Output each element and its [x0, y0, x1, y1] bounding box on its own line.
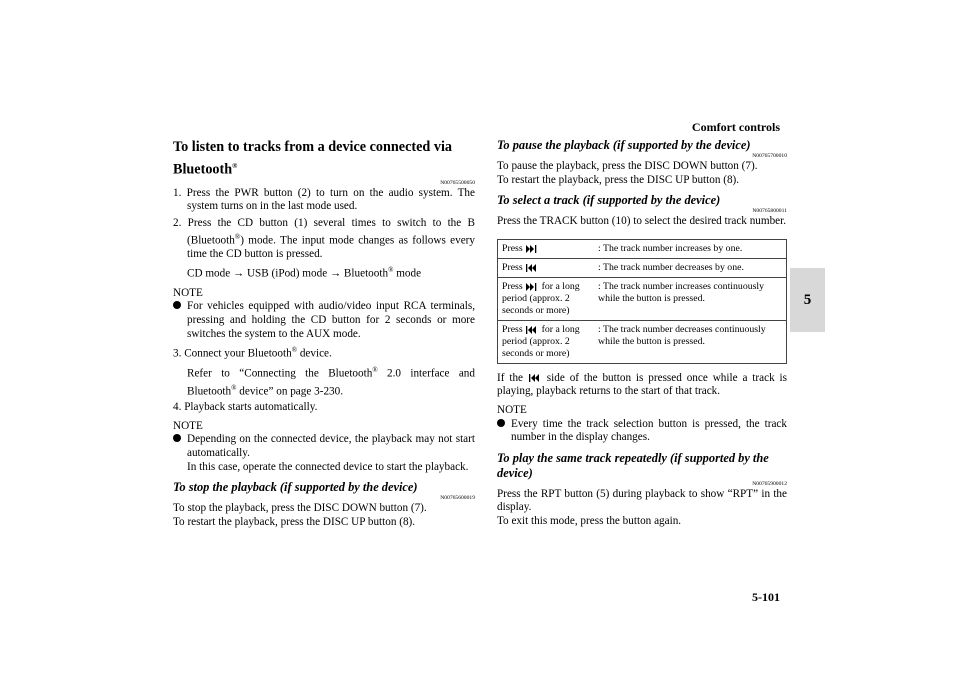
- pause-code: N00765700010: [752, 153, 787, 159]
- table-value: : The track number decreases by one.: [594, 258, 787, 277]
- note-2-text-2: In this case, operate the connected device to start the playback.: [187, 460, 469, 473]
- skip-back-icon: [525, 264, 539, 272]
- bt-code: N00765500050: [440, 179, 475, 186]
- table-row: [498, 258, 787, 277]
- table-key: Press for a long period (approx. 2 seconds or more): [498, 320, 595, 363]
- table-row: [498, 239, 787, 258]
- stop-code: N00765600019: [440, 495, 475, 502]
- table-value: : The track number increases by one.: [594, 239, 787, 258]
- stop-text-1: To stop the playback, press the DISC DOWN button (7).: [173, 502, 427, 515]
- table-value: : The track number increases continuously while the button is pressed.: [594, 277, 787, 320]
- skip-forward-icon: [525, 245, 539, 253]
- step-3-reference: Refer to “Connecting the Bluetooth® 2.0 interface and Bluetooth® device” on page 3-230.: [187, 366, 475, 398]
- table-value: : The track number decreases continuously while the button is pressed.: [594, 320, 787, 363]
- note-1-label: NOTE: [173, 286, 203, 299]
- track-button-table: [497, 239, 787, 364]
- note-2-label: NOTE: [173, 419, 203, 432]
- table-row: [498, 320, 787, 363]
- mode-sequence: CD mode → USB (iPod) mode → Bluetooth® mode: [187, 266, 422, 281]
- pause-text-1: To pause the playback, press the DISC DOWN button (7).: [497, 160, 758, 172]
- bullet-icon: [173, 434, 181, 442]
- step-2: 2. Press the CD button (1) several times to switch to the B (Bluetooth®) mode. The input mode changes as follows every time the CD button is pressed.: [173, 216, 475, 260]
- table-key: Press for a long period (approx. 2 seconds or more): [498, 277, 595, 320]
- section-title: Comfort controls: [691, 120, 780, 134]
- pause-heading: To pause the playback (if supported by the device): [497, 138, 751, 152]
- left-column: [173, 138, 475, 529]
- step-4: 4. Playback starts automatically.: [173, 401, 318, 414]
- step-1: 1. Press the PWR button (2) to turn on the audio system. The system turns on in the last mode used.: [173, 186, 475, 213]
- stop-heading: To stop the playback (if supported by the device): [173, 480, 418, 495]
- bullet-icon: [497, 419, 505, 427]
- bullet-icon: [173, 301, 181, 309]
- repeat-text-1: Press the RPT button (5) during playback to show “RPT” in the display.: [497, 487, 787, 514]
- repeat-heading: To play the same track repeatedly (if supported by the device): [497, 450, 769, 480]
- repeat-code: N00765900012: [752, 480, 787, 487]
- step-3: 3. Connect your Bluetooth® device.: [173, 346, 332, 360]
- skip-back-icon: [525, 326, 539, 334]
- select-heading: To select a track (if supported by the device): [497, 193, 721, 208]
- bt-heading: To listen to tracks from a device connected via Bluetooth®: [173, 139, 452, 178]
- pause-text-2: To restart the playback, press the DISC UP button (8).: [497, 173, 740, 186]
- after-table-text: If the side of the button is pressed once while a track is playing, playback returns to the start of that track.: [497, 371, 788, 398]
- note-3-label: NOTE: [497, 403, 527, 416]
- repeat-text-2: To exit this mode, press the button again.: [497, 514, 682, 527]
- skip-forward-icon: [525, 283, 539, 291]
- stop-text-2: To restart the playback, press the DISC UP button (8).: [173, 515, 416, 528]
- note-1-text: For vehicles equipped with audio/video input RCA terminals, pressing and holding the CD button for 2 seconds or more switches the system to the AUX mode.: [173, 300, 475, 341]
- chapter-tab: 5: [790, 268, 825, 332]
- skip-back-icon: [528, 374, 542, 382]
- table-key: Press: [498, 258, 595, 277]
- table-row: [498, 277, 787, 320]
- table-key: Press: [498, 239, 595, 258]
- right-column: [497, 138, 787, 529]
- select-text: Press the TRACK button (10) to select the desired track number.: [497, 215, 787, 228]
- select-code: N00765800011: [752, 208, 787, 215]
- note-2-text: Depending on the connected device, the playback may not start automatically.: [173, 433, 475, 460]
- page-number: 5-101: [752, 590, 780, 604]
- note-3-text: Every time the track selection button is pressed, the track number in the display changes.: [497, 418, 787, 445]
